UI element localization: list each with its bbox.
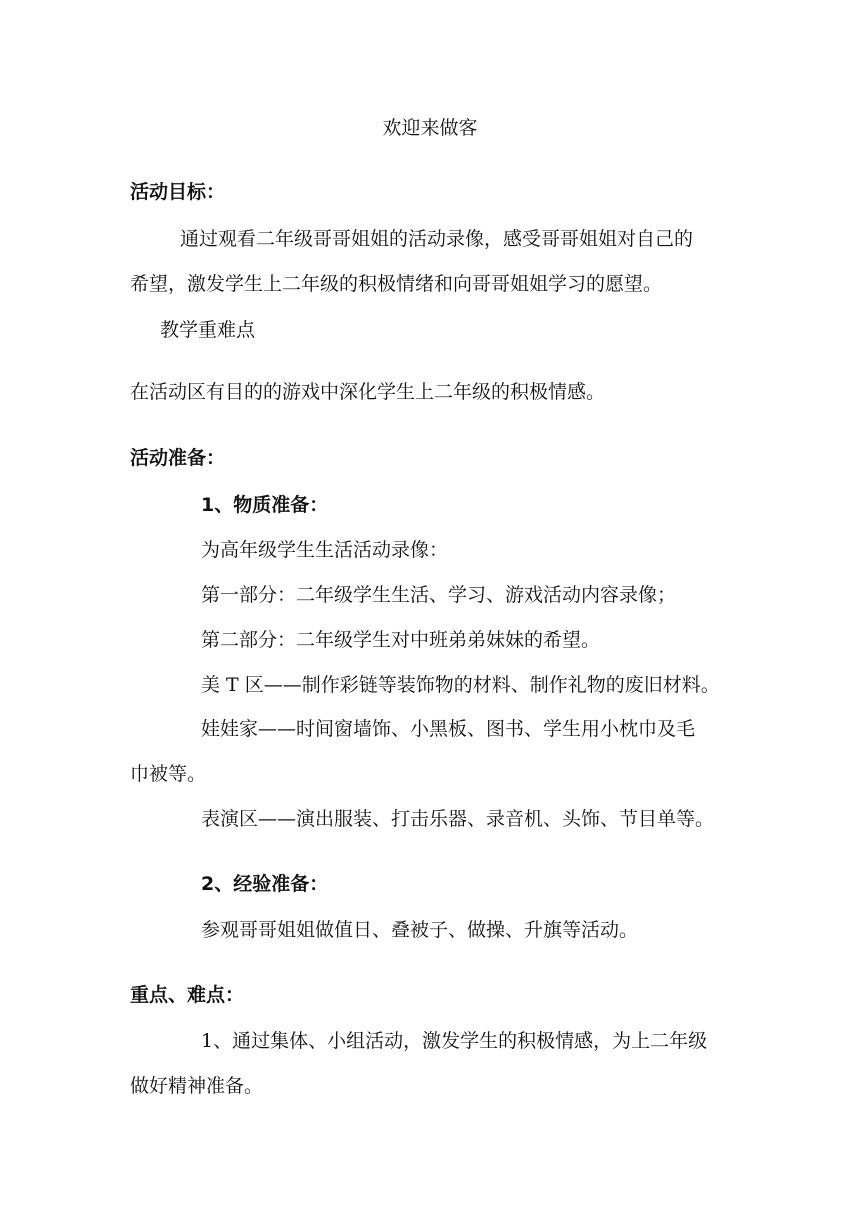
material-item: 表演区——演出服装、打击乐器、录音机、头饰、节目单等。 <box>201 808 715 830</box>
experience-prep-text: 参观哥哥姐姐做值日、叠被子、做操、升旗等活动。 <box>201 919 639 941</box>
goal-heading: 活动目标： <box>130 181 226 203</box>
material-prep-heading: 1、物质准备： <box>201 494 329 516</box>
experience-prep-heading: 2、经验准备： <box>201 873 329 895</box>
goal-paragraph-line-1: 通过观看二年级哥哥姐姐的活动录像，感受哥哥姐姐对自己的 <box>180 228 694 250</box>
key-points-text: 在活动区有目的的游戏中深化学生上二年级的积极情感。 <box>130 381 606 403</box>
material-item: 巾被等。 <box>130 763 207 785</box>
key-points-heading: 教学重难点 <box>160 319 256 341</box>
difficulty-line-2: 做好精神准备。 <box>130 1075 264 1097</box>
material-item: 第二部分：二年级学生对中班弟弟妹妹的希望。 <box>201 629 601 651</box>
material-item: 为高年级学生生活活动录像： <box>201 539 449 561</box>
material-item: 娃娃家——时间窗墙饰、小黑板、图书、学生用小枕巾及毛 <box>201 718 696 740</box>
document-title: 欢迎来做客 <box>382 117 478 139</box>
prep-heading: 活动准备： <box>130 447 226 469</box>
material-item: 美 T 区——制作彩链等装饰物的材料、制作礼物的废旧材料。 <box>201 674 720 696</box>
goal-paragraph-line-2: 希望，激发学生上二年级的积极情绪和向哥哥姐姐学习的愿望。 <box>130 273 663 295</box>
material-item: 第一部分：二年级学生生活、学习、游戏活动内容录像； <box>201 584 677 606</box>
difficulty-heading: 重点、难点： <box>130 984 245 1006</box>
difficulty-line-1: 1、通过集体、小组活动，激发学生的积极情感，为上二年级 <box>201 1030 708 1052</box>
